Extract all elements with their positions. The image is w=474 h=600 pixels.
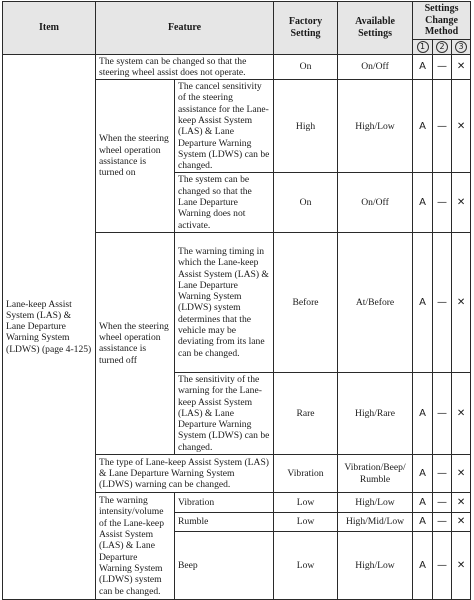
factory-setting-cell: On <box>274 173 338 232</box>
group-label-assist-off: When the steering wheel operation assistance is turned off <box>96 232 175 454</box>
feature-cell: The type of Lane-keep Assist System (LAS) & Lane Departure Warning System (LDWS) warning can be changed. <box>96 455 274 493</box>
method-2-cell: — <box>433 455 452 493</box>
header-method-3 <box>452 39 471 54</box>
header-item: Item <box>3 2 96 55</box>
factory-setting-cell: High <box>274 80 338 173</box>
method-2-cell: — <box>433 493 452 513</box>
method-1-cell: A <box>413 455 433 493</box>
factory-setting-cell: Low <box>274 493 338 513</box>
circled-number-1: 1 <box>417 41 429 53</box>
feature-cell: The system can be changed so that the Lane Departure Warning does not activate. <box>175 173 274 232</box>
settings-table <box>2 1 471 600</box>
feature-cell: The sensitivity of the warning for the Lane-keep Assist System (LAS) & Lane Departure Warning System (LDWS) can be changed. <box>175 372 274 454</box>
factory-setting-cell: Before <box>274 232 338 372</box>
item-name-cell: Lane-keep Assist System (LAS) & Lane Departure Warning System (LDWS) (page 4-125) <box>3 54 96 600</box>
factory-setting-cell: On <box>274 54 338 80</box>
method-2-cell: — <box>433 532 452 600</box>
method-1-cell: A <box>413 532 433 600</box>
available-settings-cell: High/Rare <box>338 372 413 454</box>
feature-cell: Vibration <box>175 493 274 513</box>
factory-setting-cell: Rare <box>274 372 338 454</box>
group-label-assist-on: When the steering wheel operation assistance is turned on <box>96 80 175 233</box>
method-1-cell: A <box>413 513 433 532</box>
feature-cell: Rumble <box>175 513 274 532</box>
available-settings-cell: At/Before <box>338 232 413 372</box>
available-settings-cell: Vibration/Beep/ Rumble <box>338 455 413 493</box>
method-2-cell: — <box>433 232 452 372</box>
factory-setting-cell: Low <box>274 532 338 600</box>
circled-number-3: 3 <box>455 41 467 53</box>
method-3-cross-icon: ✕ <box>452 455 471 493</box>
method-3-cross-icon: ✕ <box>452 80 471 173</box>
method-3-cross-icon: ✕ <box>452 372 471 454</box>
feature-cell: The warning timing in which the Lane-keep Assist System (LAS) & Lane Departure Warning System (LDWS) system determines that the vehicle may be deviating from its lane can be changed. <box>175 232 274 372</box>
method-1-cell: A <box>413 173 433 232</box>
header-method-1 <box>413 39 433 54</box>
available-settings-cell: High/Low <box>338 532 413 600</box>
method-1-cell: A <box>413 232 433 372</box>
method-2-cell: — <box>433 80 452 173</box>
feature-cell: The system can be changed so that the steering wheel assist does not operate. <box>96 54 274 80</box>
method-3-cross-icon: ✕ <box>452 532 471 600</box>
available-settings-cell: High/Mid/Low <box>338 513 413 532</box>
method-2-cell: — <box>433 173 452 232</box>
method-3-cross-icon: ✕ <box>452 173 471 232</box>
factory-setting-cell: Low <box>274 513 338 532</box>
available-settings-cell: High/Low <box>338 80 413 173</box>
method-3-cross-icon: ✕ <box>452 493 471 513</box>
method-1-cell: A <box>413 372 433 454</box>
method-3-cross-icon: ✕ <box>452 54 471 80</box>
header-change-method: Settings Change Method <box>413 2 471 40</box>
factory-setting-cell: Vibration <box>274 455 338 493</box>
group-label-warning-volume: The warning intensity/volume of the Lane-keep Assist System (LAS) & Lane Departure Warning System (LDWS) system can be changed. <box>96 493 175 600</box>
method-1-cell: A <box>413 80 433 173</box>
available-settings-cell: On/Off <box>338 54 413 80</box>
feature-cell: The cancel sensitivity of the steering assistance for the Lane-keep Assist System (LAS) & Lane Departure Warning System (LDWS) can be changed. <box>175 80 274 173</box>
method-2-cell: — <box>433 372 452 454</box>
method-2-cell: — <box>433 513 452 532</box>
feature-cell: Beep <box>175 532 274 600</box>
method-1-cell: A <box>413 493 433 513</box>
available-settings-cell: On/Off <box>338 173 413 232</box>
method-3-cross-icon: ✕ <box>452 232 471 372</box>
method-3-cross-icon: ✕ <box>452 513 471 532</box>
header-feature: Feature <box>96 2 274 55</box>
table-row <box>3 54 471 80</box>
available-settings-cell: High/Low <box>338 493 413 513</box>
circled-number-2: 2 <box>436 41 448 53</box>
method-2-cell: — <box>433 54 452 80</box>
header-method-2 <box>433 39 452 54</box>
header-factory-setting: Factory Setting <box>274 2 338 55</box>
method-1-cell: A <box>413 54 433 80</box>
header-available-settings: Available Settings <box>338 2 413 55</box>
